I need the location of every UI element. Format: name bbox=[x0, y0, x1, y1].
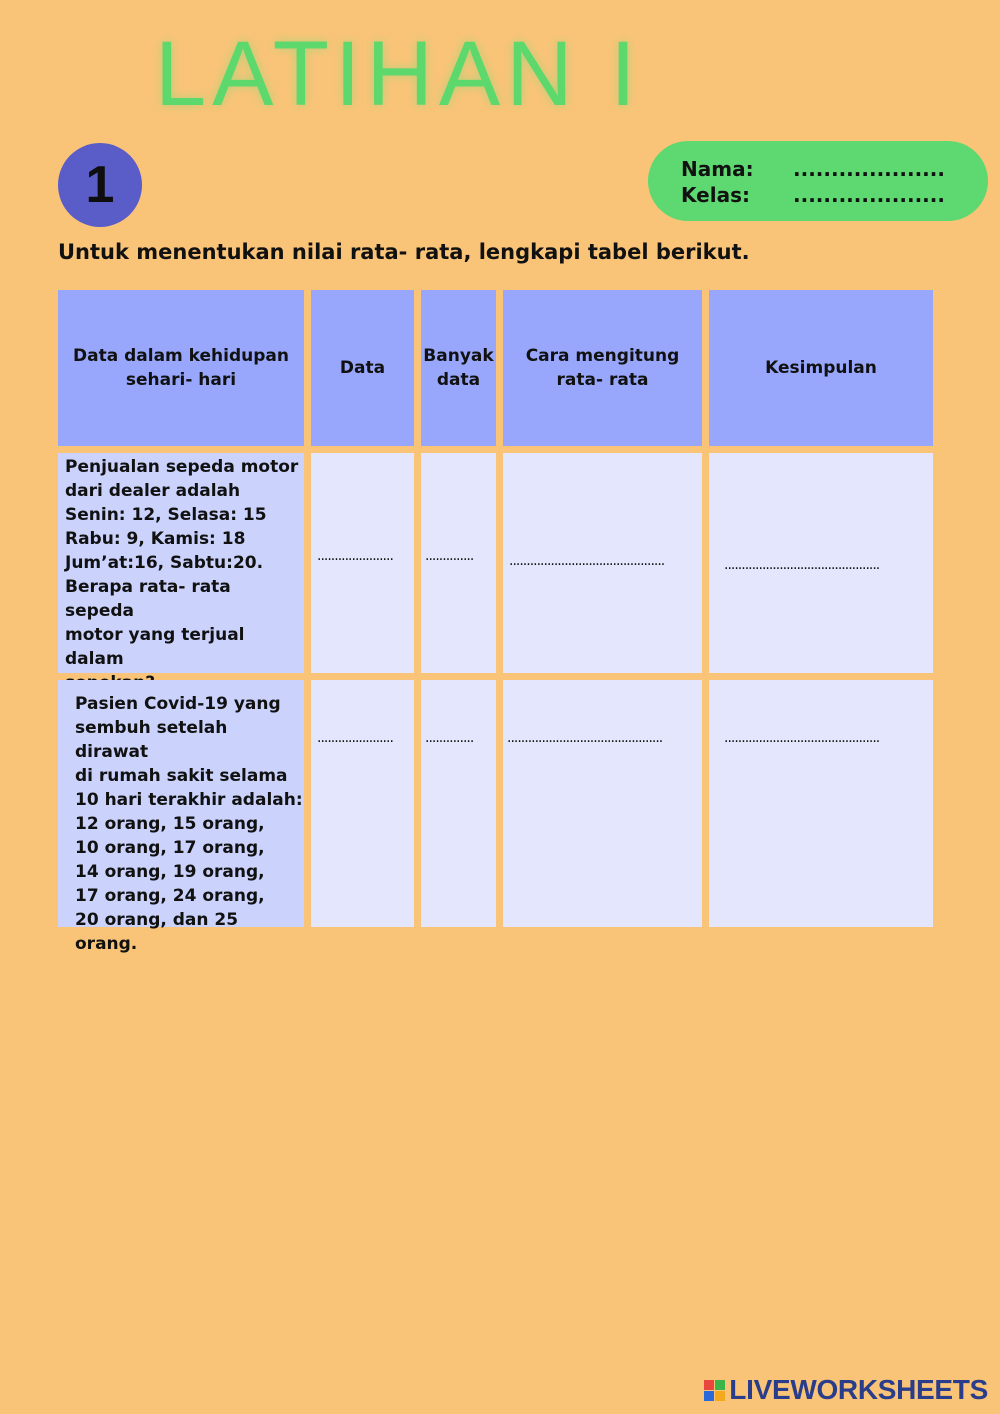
row2-method-answer[interactable]: ............................................. bbox=[507, 731, 663, 745]
row1-method-answer[interactable]: ............................................. bbox=[509, 554, 665, 568]
row1-method-cell[interactable] bbox=[503, 453, 702, 673]
worksheet-title: LATIHAN I bbox=[155, 23, 642, 125]
exercise-number-badge: 1 bbox=[58, 143, 142, 227]
header-data: Data bbox=[311, 290, 414, 446]
name-label: Nama: bbox=[681, 157, 754, 181]
header-data-daily-life: Data dalam kehidupan sehari- hari bbox=[58, 290, 304, 446]
row2-method-cell[interactable] bbox=[503, 680, 702, 927]
header-method: Cara mengitung rata- rata bbox=[503, 290, 702, 446]
row2-data-answer[interactable]: ...................... bbox=[317, 731, 393, 745]
instruction-text: Untuk menentukan nilai rata- rata, lengkapi tabel berikut. bbox=[58, 240, 750, 264]
row1-conclusion-cell[interactable] bbox=[709, 453, 933, 673]
liveworksheets-logo bbox=[704, 1374, 988, 1406]
row2-data-cell[interactable] bbox=[311, 680, 414, 927]
class-field[interactable]: .................... bbox=[793, 183, 945, 207]
class-row bbox=[681, 182, 988, 208]
student-info-box bbox=[648, 141, 988, 221]
row2-count-cell[interactable] bbox=[421, 680, 496, 927]
row1-data-cell[interactable] bbox=[311, 453, 414, 673]
name-row bbox=[681, 156, 988, 182]
row1-data-answer[interactable]: ...................... bbox=[317, 549, 393, 563]
header-count: Banyak data bbox=[421, 290, 496, 446]
name-field[interactable]: .................... bbox=[793, 157, 945, 181]
row2-conclusion-cell[interactable] bbox=[709, 680, 933, 927]
liveworksheets-logo-icon bbox=[704, 1380, 725, 1401]
row1-count-cell[interactable] bbox=[421, 453, 496, 673]
class-label: Kelas: bbox=[681, 183, 750, 207]
header-conclusion: Kesimpulan bbox=[709, 290, 933, 446]
row2-conclusion-answer[interactable]: ............................................. bbox=[724, 731, 880, 745]
row1-question: Penjualan sepeda motor dari dealer adalah Senin: 12, Selasa: 15 Rabu: 9, Kamis: 18 Jum’at:16, Sabtu:20. Berapa rata- rata sepeda motor yang terjual dalam bbox=[58, 453, 304, 673]
row2-question: Pasien Covid-19 yang sembuh setelah dirawat di rumah sakit selama 10 hari terakhir adalah: 12 orang, 15 orang, 10 orang, 17 orang, 14 orang, 19 orang, 17 orang, 24 orang, 20 orang, dan 25 orang. bbox=[58, 680, 304, 927]
liveworksheets-logo-text: LIVEWORKSHEETS bbox=[729, 1374, 988, 1405]
row1-conclusion-answer[interactable]: ............................................. bbox=[724, 558, 880, 572]
row1-count-answer[interactable]: .............. bbox=[425, 549, 474, 563]
row2-count-answer[interactable]: .............. bbox=[425, 731, 474, 745]
